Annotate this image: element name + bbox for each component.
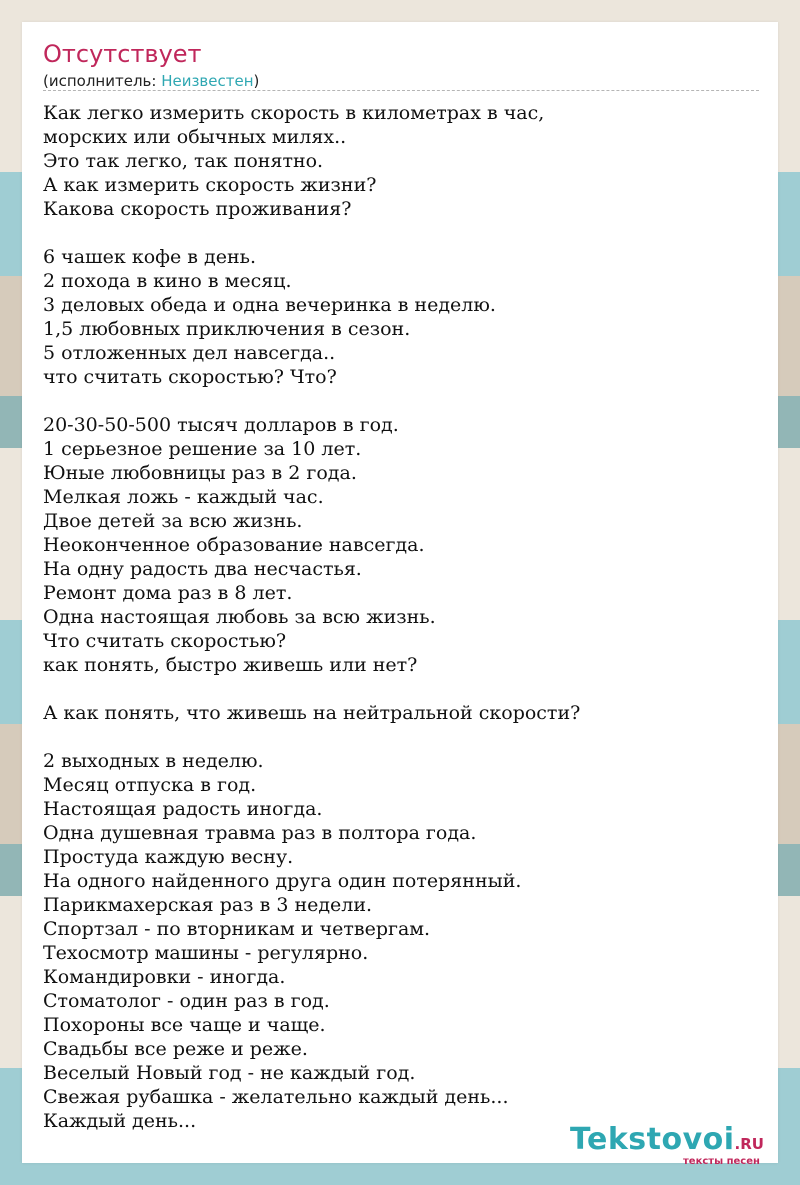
lyric-blank-line	[43, 677, 759, 701]
lyric-line: морских или обычных милях..	[43, 126, 347, 148]
artist-prefix: (исполнитель:	[43, 72, 162, 90]
lyrics-text	[43, 101, 759, 1133]
lyric-line: 5 отложенных дел навсегда..	[43, 342, 336, 364]
lyric-line: Каждый день...	[43, 1110, 197, 1132]
lyric-line: 6 чашек кофе в день.	[43, 246, 257, 268]
lyric-line: На одного найденного друга один потерянный.	[43, 870, 522, 892]
lyric-line: Двое детей за всю жизнь.	[43, 510, 303, 532]
lyric-line: 3 деловых обеда и одна вечеринка в неделю.	[43, 294, 496, 316]
lyrics-card	[22, 22, 778, 1167]
logo-name: Tekstovoi	[570, 1122, 735, 1157]
lyric-line: как понять, быстро живешь или нет?	[43, 654, 418, 676]
lyric-line: Это так легко, так понятно.	[43, 150, 324, 172]
lyric-line: 20-30-50-500 тысяч долларов в год.	[43, 414, 399, 436]
lyric-line: Командировки - иногда.	[43, 966, 286, 988]
lyric-line: Одна душевная травма раз в полтора года.	[43, 822, 477, 844]
lyric-line: 2 похода в кино в месяц.	[43, 270, 292, 292]
lyric-line: Свежая рубашка - желательно каждый день...	[43, 1086, 509, 1108]
lyric-line: Юные любовницы раз в 2 года.	[43, 462, 357, 484]
lyric-line: Месяц отпуска в год.	[43, 774, 257, 796]
lyric-line: Простуда каждую весну.	[43, 846, 294, 868]
lyric-line: Неоконченное образование навсегда.	[43, 534, 425, 556]
lyric-blank-line	[43, 389, 759, 413]
lyric-line: Свадьбы все реже и реже.	[43, 1038, 308, 1060]
song-title: Отсутствует	[43, 40, 202, 68]
lyric-line: Как легко измерить скорость в километрах в час,	[43, 102, 545, 124]
lyric-line: 1,5 любовных приключения в сезон.	[43, 318, 411, 340]
logo-tld: .RU	[734, 1135, 764, 1153]
lyric-line: А как измерить скорость жизни?	[43, 174, 377, 196]
lyric-line: 2 выходных в неделю.	[43, 750, 264, 772]
lyric-line: Ремонт дома раз в 8 лет.	[43, 582, 293, 604]
artist-suffix: )	[253, 72, 260, 90]
logo-wordmark	[570, 1122, 764, 1157]
title-divider	[43, 90, 759, 91]
lyric-line: что считать скоростью? Что?	[43, 366, 337, 388]
lyric-line: Мелкая ложь - каждый час.	[43, 486, 324, 508]
lyric-line: На одну радость два несчастья.	[43, 558, 362, 580]
logo-tagline: тексты песен	[683, 1156, 760, 1167]
lyric-line: Одна настоящая любовь за всю жизнь.	[43, 606, 436, 628]
lyric-blank-line	[43, 221, 759, 245]
lyric-line: Похороны все чаще и чаще.	[43, 1014, 326, 1036]
lyric-line: Спортзал - по вторникам и четвергам.	[43, 918, 431, 940]
lyric-line: Какова скорость проживания?	[43, 198, 352, 220]
lyric-line: Парикмахерская раз в 3 недели.	[43, 894, 373, 916]
site-logo[interactable]	[570, 1122, 780, 1167]
song-subtitle	[43, 72, 259, 90]
artist-link[interactable]: Неизвестен	[161, 72, 254, 90]
lyric-line: 1 серьезное решение за 10 лет.	[43, 438, 362, 460]
lyric-line: Веселый Новый год - не каждый год.	[43, 1062, 416, 1084]
lyric-line: Техосмотр машины - регулярно.	[43, 942, 369, 964]
lyric-line: Стоматолог - один раз в год.	[43, 990, 330, 1012]
lyric-blank-line	[43, 725, 759, 749]
lyric-line: Что считать скоростью?	[43, 630, 287, 652]
lyric-line: А как понять, что живешь на нейтральной скорости?	[43, 702, 581, 724]
lyric-line: Настоящая радость иногда.	[43, 798, 323, 820]
